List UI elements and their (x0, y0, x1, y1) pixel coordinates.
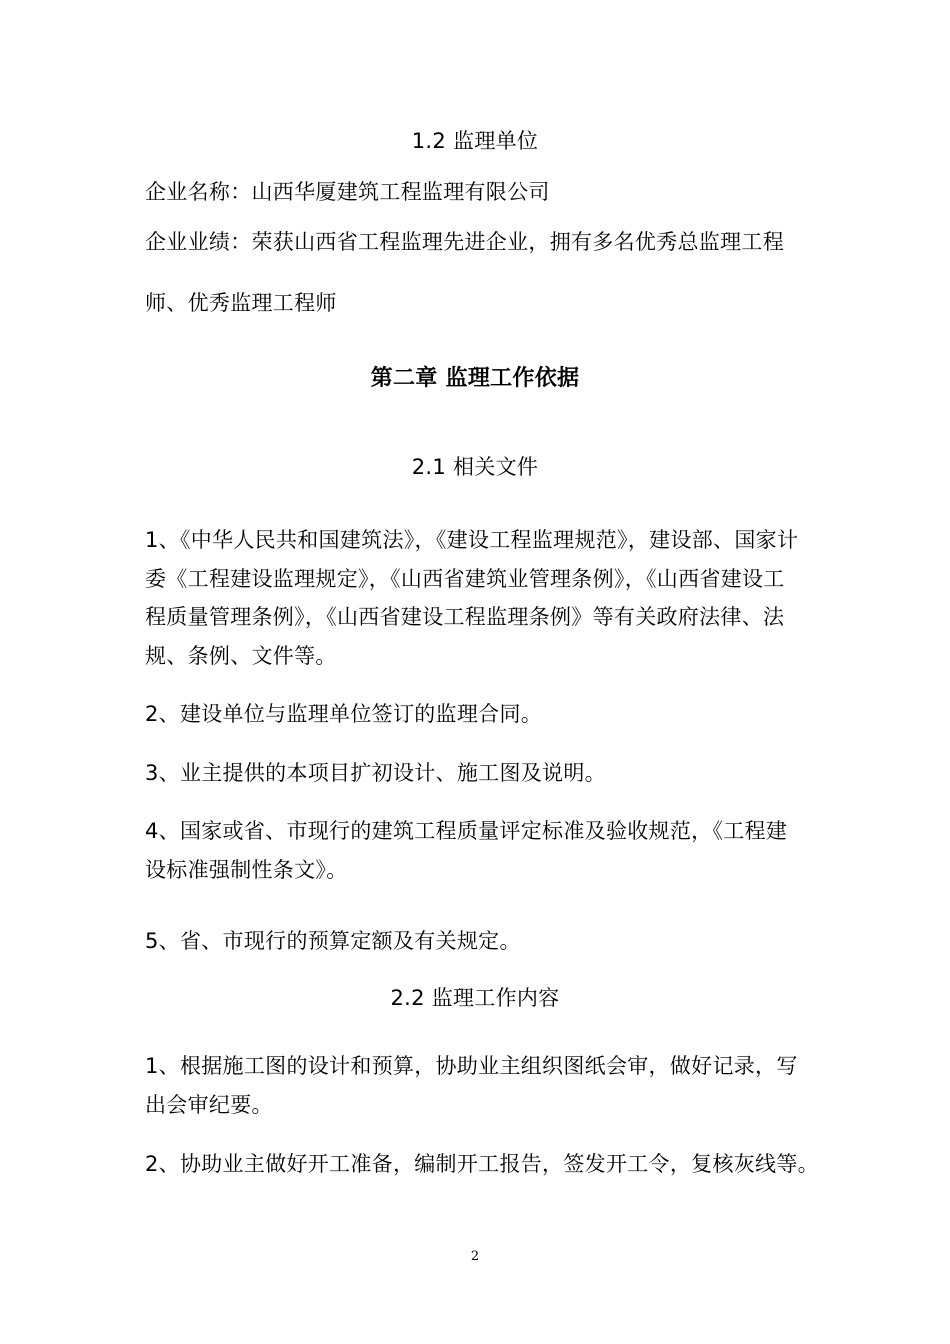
company-achievements-line-1: 企业业绩：荣获山西省工程监理先进企业，拥有多名优秀总监理工程 (145, 230, 784, 254)
section-2-2-title: 2.2 监理工作内容 (390, 986, 560, 1010)
section-2-1-item-5: 5、省、市现行的预算定额及有关规定。 (145, 929, 521, 953)
chapter-2-title: 第二章 监理工作依据 (370, 366, 580, 391)
section-1-2-title: 1.2 监理单位 (411, 129, 539, 153)
page-number: 2 (470, 1249, 480, 1264)
company-achievements-line-2: 师、优秀监理工程师 (145, 291, 337, 315)
section-2-1-item-2: 2、建设单位与监理单位签订的监理合同。 (145, 702, 543, 726)
section-2-1-item-3: 3、业主提供的本项目扩初设计、施工图及说明。 (145, 761, 606, 785)
section-2-2-item-1-line-2: 出会审纪要。 (145, 1093, 273, 1117)
section-2-2-item-1-line-1: 1、根据施工图的设计和预算，协助业主组织图纸会审，做好记录，写 (145, 1054, 798, 1078)
section-2-2-item-2: 2、协助业主做好开工准备，编制开工报告，签发开工令，复核灰线等。 (145, 1152, 819, 1176)
section-2-1-item-1-line-2: 委《工程建设监理规定》，《山西省建筑业管理条例》，《山西省建设工 (145, 567, 785, 591)
section-2-1-item-4-line-2: 设标准强制性条文》。 (145, 858, 348, 882)
section-2-1-item-4-line-1: 4、国家或省、市现行的建筑工程质量评定标准及验收规范，《工程建 (145, 819, 788, 843)
section-2-1-item-1-line-3: 程质量管理条例》，《山西省建设工程监理条例》等有关政府法律、法 (145, 605, 785, 629)
section-2-1-item-1-line-4: 规、条例、文件等。 (145, 644, 337, 668)
section-2-1-item-1-line-1: 1、《中华人民共和国建筑法》，《建设工程监理规范》，建设部、国家计 (145, 528, 799, 552)
company-name: 企业名称：山西华厦建筑工程监理有限公司 (145, 180, 550, 204)
section-2-1-title: 2.1 相关文件 (411, 455, 539, 479)
